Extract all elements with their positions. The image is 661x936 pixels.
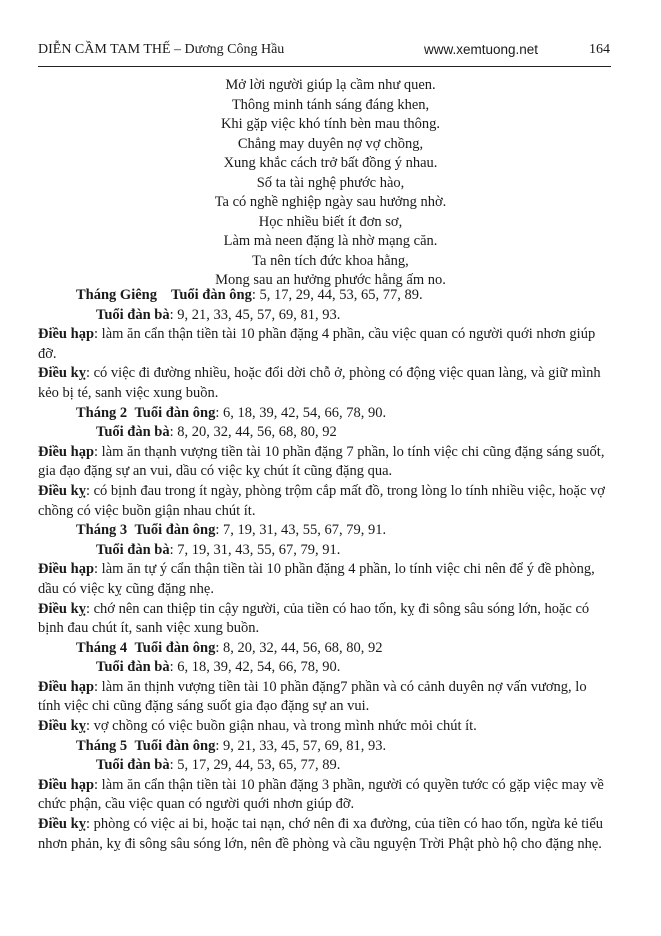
female-age-label: Tuổi đàn bà — [96, 306, 170, 323]
page-header — [38, 42, 612, 62]
avoid-text: có bịnh đau trong ít ngày, phòng trộm cắp mất đồ, trong lòng lo tính nhiều việc, hoặc vợ chồng có việc buồn giận nhau chút ít. — [38, 482, 605, 519]
female-age-line: Tuổi đàn bà: 9, 21, 33, 45, 57, 69, 81, 93. — [96, 306, 341, 323]
avoid-label: Điều kỵ — [38, 816, 86, 833]
favorable-text: làm ăn cẩn thận tiền tài 10 phần đặng 4 phần, cầu việc quan có người quới nhơn giúp đỡ. — [38, 326, 596, 362]
month-name: Tháng 3 — [76, 522, 128, 539]
monthly-forecast — [38, 286, 612, 854]
avoid-paragraph: Điều kỵ: có việc đi đường nhiều, hoặc đổi dời chỗ ở, phòng có động việc quan làng, và giữ mình kẻo bị té, sanh việc xung buồn. — [38, 365, 601, 401]
male-age-label: Tuổi đàn ông — [134, 639, 216, 656]
poem-line: Mong sau an hưởng phước hằng ấm no. — [215, 272, 446, 288]
favorable-paragraph: Điều hạp: làm ăn thạnh vượng tiền tài 10 phần đặng 7 phần, lo tính việc chi cũng đặng sáng suốt, gia đạo đặng sự an vui, dầu có việc kỵ chút ít cũng đặng qua. — [38, 443, 605, 480]
favorable-label: Điều hạp — [38, 678, 95, 695]
favorable-label: Điều hạp — [38, 561, 95, 578]
month-name: Tháng Giêng — [76, 287, 157, 303]
month-heading: Tháng 3 Tuổi đàn ông: 7, 19, 31, 43, 55, 67, 79, 91. — [76, 522, 387, 539]
favorable-paragraph: Điều hạp: làm ăn tự ý cẩn thận tiền tài 10 phần đặng 4 phần, lo tính việc chi nên để ý đề phòng, dầu có việc kỵ cũng đặng nhẹ. — [38, 561, 595, 597]
male-ages: 9, 21, 33, 45, 57, 69, 81, 93. — [222, 737, 387, 754]
month-name: Tháng 4 — [76, 639, 128, 656]
avoid-text: chớ nên can thiệp tin cậy người, của tiền có hao tốn, kỵ đi sông sâu sóng lớn, hoặc có bịnh đau chút ít, sanh việc xung buồn. — [38, 600, 590, 637]
male-ages: 7, 19, 31, 43, 55, 67, 79, 91. — [222, 522, 387, 539]
poem-line: Xung khắc cách trở bất đồng ý nhau. — [223, 155, 438, 171]
poem-line: Mở lời người giúp lạ cầm như quen. — [225, 77, 436, 93]
website-url[interactable]: www.xemtuong.net — [424, 42, 539, 57]
avoid-paragraph: Điều kỵ: phòng có việc ai bi, hoặc tai nạn, chớ nên đi xa đường, của tiền có hao tốn, ngừa kẻ tiểu nhơn phản, kỵ đi sông sâu sóng lớn, nên đề phòng và cầu nguyện Trời Phật phò hộ cho đặng nhẹ. — [38, 816, 604, 852]
poem-line: Ta nên tích đức khoa hằng, — [252, 252, 409, 269]
poem-block — [0, 76, 661, 291]
month-heading: Tháng 5 Tuổi đàn ông: 9, 21, 33, 45, 57, 69, 81, 93. — [76, 737, 387, 754]
female-age-line: Tuổi đàn bà: 5, 17, 29, 44, 53, 65, 77, 89. — [96, 757, 341, 774]
female-age-line: Tuổi đàn bà: 7, 19, 31, 43, 55, 67, 79, 91. — [96, 541, 341, 558]
male-age-label: Tuổi đàn ông — [170, 287, 252, 303]
month-heading: Tháng 4 Tuổi đàn ông: 8, 20, 32, 44, 56, 68, 80, 92 — [76, 639, 383, 656]
avoid-text: phòng có việc ai bi, hoặc tai nạn, chớ nên đi xa đường, của tiền có hao tốn, ngừa kẻ tiểu nhơn phản, kỵ đi sông sâu sóng lớn, nên đề phòng và cầu nguyện Trời Phật phò hộ cho đặng nhẹ. — [38, 816, 604, 852]
female-ages: 5, 17, 29, 44, 53, 65, 77, 89. — [177, 757, 341, 774]
female-age-label: Tuổi đàn bà — [96, 541, 170, 558]
avoid-label: Điều kỵ — [38, 482, 86, 499]
favorable-label: Điều hạp — [38, 776, 95, 793]
female-ages: 6, 18, 39, 42, 54, 66, 78, 90. — [177, 659, 341, 676]
male-ages: 8, 20, 32, 44, 56, 68, 80, 92 — [222, 639, 383, 656]
page-number: 164 — [589, 42, 610, 57]
female-age-label: Tuổi đàn bà — [96, 757, 170, 774]
female-ages: 7, 19, 31, 43, 55, 67, 79, 91. — [177, 541, 341, 558]
favorable-text: làm ăn cẩn thận tiền tài 10 phần đặng 3 phần, người có quyền tước có gặp việc may về chức phận, cầu việc quan có người quới nhơn giúp đỡ. — [38, 776, 604, 813]
favorable-label: Điều hạp — [38, 443, 95, 460]
poem-line: Thông minh tánh sáng đáng khen, — [231, 96, 430, 113]
header-divider — [38, 66, 611, 67]
female-age-label: Tuổi đàn bà — [96, 424, 170, 441]
male-age-label: Tuổi đàn ông — [134, 737, 216, 754]
female-ages: 9, 21, 33, 45, 57, 69, 81, 93. — [177, 306, 341, 323]
poem-line: Chẳng may duyên nợ vợ chồng, — [237, 135, 424, 152]
favorable-text: làm ăn thạnh vượng tiền tài 10 phần đặng 7 phần, lo tính việc chi cũng đặng sáng suốt, gia đạo đặng sự an vui, dầu có việc kỵ chút ít cũng đặng qua. — [38, 443, 605, 480]
month-name: Tháng 5 — [76, 737, 128, 754]
favorable-paragraph: Điều hạp: làm ăn thịnh vượng tiền tài 10 phần đặng7 phần và có cảnh duyên nợ vấn vương, lo tính việc chi cũng đặng sáng suốt gia đạo đặng sự an vui. — [38, 678, 587, 715]
avoid-paragraph: Điều kỵ: có bịnh đau trong ít ngày, phòng trộm cắp mất đồ, trong lòng lo tính nhiều việc, hoặc vợ chồng có việc buồn giận nhau chút ít. — [38, 482, 605, 519]
avoid-text: vợ chồng có việc buồn giận nhau, và trong mình nhức mỏi chút ít. — [93, 718, 477, 735]
female-age-line: Tuổi đàn bà: 6, 18, 39, 42, 54, 66, 78, 90. — [96, 659, 341, 676]
favorable-text: làm ăn tự ý cẩn thận tiền tài 10 phần đặng 4 phần, lo tính việc chi nên để ý đề phòng, dầu có việc kỵ cũng đặng nhẹ. — [38, 561, 595, 597]
avoid-paragraph: Điều kỵ: vợ chồng có việc buồn giận nhau, và trong mình nhức mỏi chút ít. — [38, 718, 477, 735]
poem-line: Học nhiều biết ít đơn sơ, — [258, 213, 403, 230]
male-age-label: Tuổi đàn ông — [134, 522, 216, 539]
book-title: DIỄN CẦM TAM THẾ – Dương Công Hầu — [38, 42, 285, 57]
favorable-label: Điều hạp — [38, 326, 95, 343]
month-name: Tháng 2 — [76, 404, 128, 421]
poem-line: Làm mà neen đặng là nhờ mạng căn. — [223, 233, 438, 249]
avoid-text: có việc đi đường nhiều, hoặc đổi dời chỗ ở, phòng có động việc quan làng, và giữ mình kẻo bị té, sanh việc xung buồn. — [38, 365, 601, 401]
favorable-paragraph: Điều hạp: làm ăn cẩn thận tiền tài 10 phần đặng 4 phần, cầu việc quan có người quới nhơn giúp đỡ. — [38, 326, 596, 362]
female-age-line: Tuổi đàn bà: 8, 20, 32, 44, 56, 68, 80, 92 — [96, 424, 337, 441]
month-heading: Tháng 2 Tuổi đàn ông: 6, 18, 39, 42, 54, 66, 78, 90. — [76, 404, 387, 421]
avoid-label: Điều kỵ — [38, 600, 86, 617]
avoid-paragraph: Điều kỵ: chớ nên can thiệp tin cậy người, của tiền có hao tốn, kỵ đi sông sâu sóng lớn, hoặc có bịnh đau chút ít, sanh việc xung buồn. — [38, 600, 590, 637]
poem-line: Khi gặp việc khó tính bèn mau thông. — [220, 116, 441, 132]
month-heading: Tháng Giêng Tuổi đàn ông: 5, 17, 29, 44, 53, 65, 77, 89. — [76, 287, 423, 303]
poem-line: Ta có nghề nghiệp ngày sau hưởng nhờ. — [214, 194, 447, 210]
female-age-label: Tuổi đàn bà — [96, 659, 170, 676]
favorable-paragraph: Điều hạp: làm ăn cẩn thận tiền tài 10 phần đặng 3 phần, người có quyền tước có gặp việc may về chức phận, cầu việc quan có người quới nhơn giúp đỡ. — [38, 776, 604, 813]
avoid-label: Điều kỵ — [38, 718, 86, 735]
poem-line: Số ta tài nghệ phước hào, — [256, 174, 405, 191]
male-ages: 5, 17, 29, 44, 53, 65, 77, 89. — [259, 287, 423, 303]
male-age-label: Tuổi đàn ông — [134, 404, 216, 421]
avoid-label: Điều kỵ — [38, 365, 86, 382]
male-ages: 6, 18, 39, 42, 54, 66, 78, 90. — [222, 404, 387, 421]
female-ages: 8, 20, 32, 44, 56, 68, 80, 92 — [177, 424, 337, 441]
favorable-text: làm ăn thịnh vượng tiền tài 10 phần đặng7 phần và có cảnh duyên nợ vấn vương, lo tính việc chi cũng đặng sáng suốt gia đạo đặng sự an vui. — [38, 678, 587, 715]
